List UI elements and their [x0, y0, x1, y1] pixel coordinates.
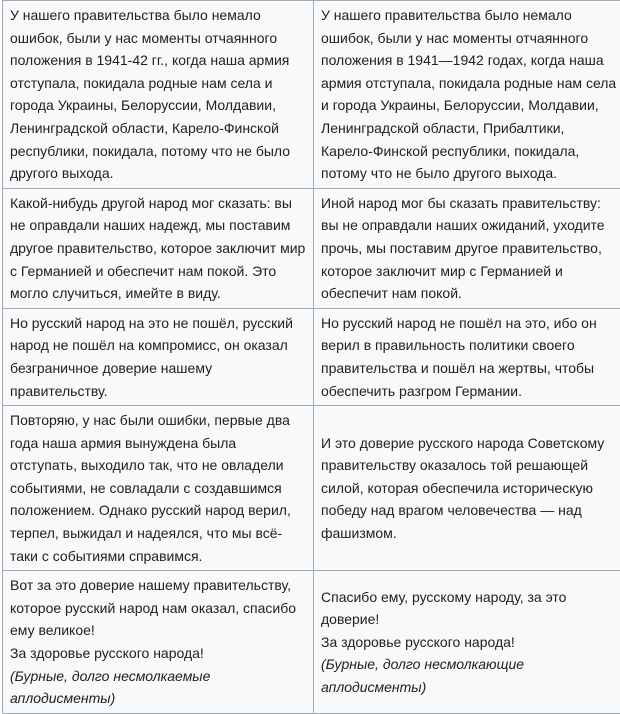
table-row: [3, 406, 620, 571]
applause-note: (Бурные, долго несмолкаемые аплодисменты): [10, 665, 306, 710]
table-cell-right: [314, 188, 620, 308]
table-cell-right: [314, 571, 620, 714]
table-cell-left: [3, 188, 314, 308]
table-cell-right: [314, 406, 620, 571]
table-cell-left: [3, 308, 314, 405]
table-row: [3, 308, 620, 405]
cell-text: У нашего правительства было немало ошибок, были у нас моменты отчаянного положения в 1941—1942 годах, когда наша армия отступала, покидала родные нам села и города Украины, Белоруссии, Молдавии, Ленинградской области, Прибалтики, Карело-Финской республики, покидала, потому что не было другого выхода.: [321, 4, 617, 185]
applause-note: (Бурные, долго несмолкающие аплодисменты): [321, 653, 617, 698]
table-cell-right: [314, 308, 620, 405]
cell-text: Но русский народ не пошёл на это, ибо он верил в правильность политики своего правительства и пошёл на жертвы, чтобы обеспечить разгром Германии.: [321, 312, 617, 402]
toast-line: За здоровье русского народа!: [321, 631, 617, 654]
table-cell-left: [3, 1, 314, 189]
cell-text: И это доверие русского народа Советскому правительству оказалось той решающей силой, которая обеспечила историческую победу над врагом человечества — над фашизмом.: [321, 432, 617, 545]
cell-text: У нашего правительства было немало ошибок, были у нас моменты отчаянного положения в 1941-42 гг., когда наша армия отступала, покидала родные нам села и города Украины, Белоруссии, Молдавии, Ленинградской области, Карело-Финской республики, покидала, потому что не было другого выхода.: [10, 4, 306, 185]
cell-text: Какой-нибудь другой народ мог сказать: вы не оправдали наших надежд, мы поставим другое правительство, которое заключит мир с Германией и обеспечит нам покой. Это могло случиться, имейте в виду.: [10, 192, 306, 305]
cell-text: Повторяю, у нас были ошибки, первые два года наша армия вынуждена была отступать, выходило так, что не овладели событиями, не совладали с создавшимся положением. Однако русский народ верил, терпел, выжидал и надеялся, что мы всё-таки с событиями справимся.: [10, 409, 306, 567]
toast-line: За здоровье русского народа!: [10, 642, 306, 665]
table-cell-left: [3, 406, 314, 571]
cell-text: Но русский народ на это не пошёл, русский народ не пошёл на компромисс, он оказал безграничное доверие нашему правительству.: [10, 312, 306, 402]
table-cell-right: [314, 1, 620, 189]
cell-text: Вот за это доверие нашему правительству, которое русский народ нам оказал, спасибо ему великое!: [10, 574, 306, 642]
table-row: [3, 571, 620, 714]
table-row: [3, 1, 620, 189]
cell-text: Спасибо ему, русскому народу, за это доверие!: [321, 586, 617, 631]
table-row: [3, 188, 620, 308]
table-cell-left: [3, 571, 314, 714]
comparison-table: [2, 0, 620, 714]
cell-text: Иной народ мог бы сказать правительству: вы не оправдали наших ожиданий, уходите прочь, мы поставим другое правительство, которое заключит мир с Германией и обеспечит нам покой.: [321, 192, 617, 305]
